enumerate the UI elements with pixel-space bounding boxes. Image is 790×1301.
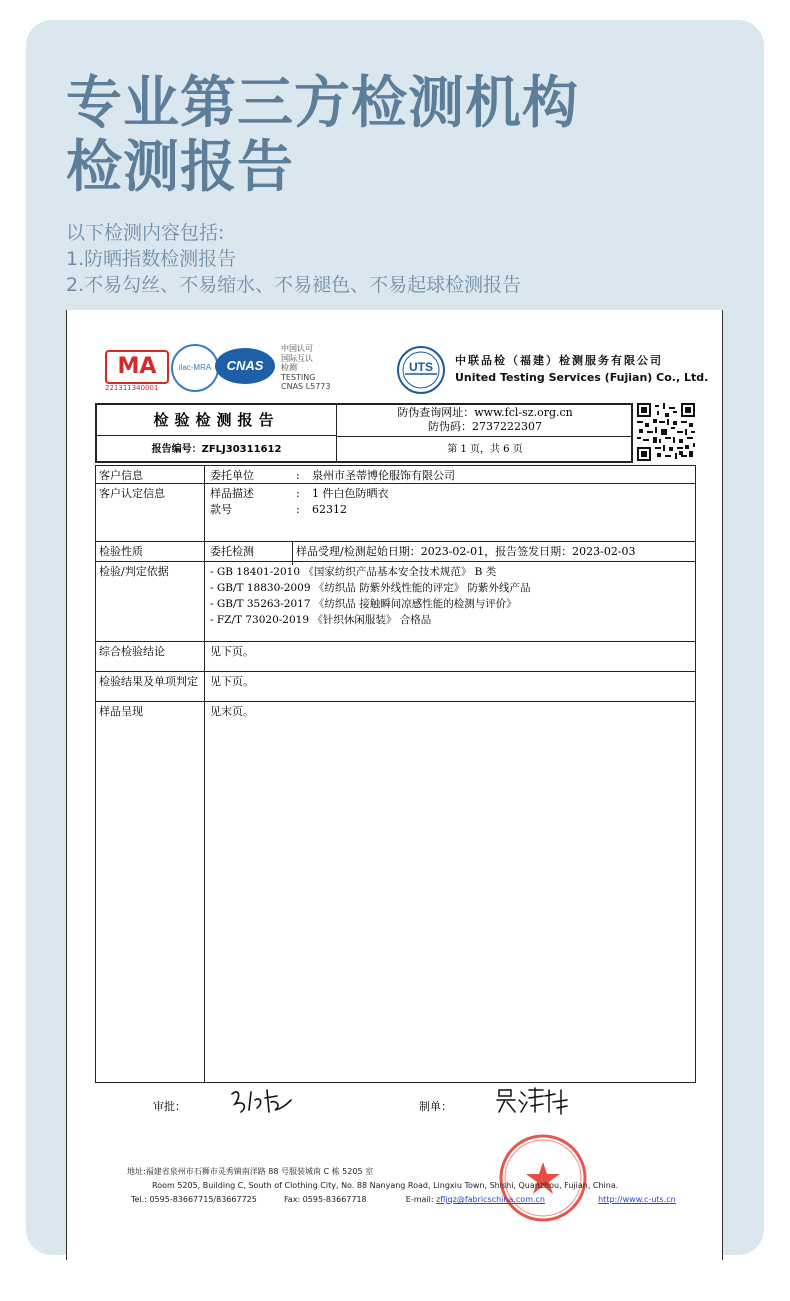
email-label: E-mail: <box>405 1195 434 1204</box>
basis-item: - GB/T 18830-2009 《纺织品 防紫外线性能的评定》 防紫外线产品 <box>210 582 531 594</box>
table-row <box>96 542 695 562</box>
conclusion-label: 综合检验结论 <box>96 642 205 671</box>
lab-name-en: United Testing Services (Fujian) Co., Ltd. <box>455 371 709 384</box>
intro-item-1: 1.防晒指数检测报告 <box>66 248 237 270</box>
nature-label: 检验性质 <box>96 542 205 561</box>
intro-list <box>66 220 521 298</box>
approver-signature <box>227 1082 297 1116</box>
website-link[interactable]: http://www.c-uts.cn <box>598 1195 676 1204</box>
accreditation-logos <box>105 344 375 396</box>
address-cn: 地址:福建省泉州市石狮市灵秀镇南洋路 88 号服装城南 C 栋 5205 室 <box>127 1167 374 1176</box>
footer-address <box>127 1165 676 1207</box>
results-label: 检验结果及单项判定 <box>96 672 205 701</box>
tel: Tel.: 0595-83667715/83667725 <box>131 1195 257 1204</box>
headline-line-1: 专业第三方检测机构 <box>66 71 579 136</box>
conclusion-value: 见下页。 <box>210 645 254 658</box>
qr-code-icon[interactable] <box>637 403 695 461</box>
client-value: 委托单位 : 泉州市圣蒂博伦服饰有限公司 <box>210 469 455 482</box>
table-row <box>96 672 695 702</box>
sample-show-label: 样品呈现 <box>96 702 205 1082</box>
verify-code: 防伪码：2737222307 <box>428 420 542 433</box>
approver-label: 审批： <box>153 1100 186 1113</box>
headline-line-2: 检测报告 <box>66 135 294 200</box>
address-en: Room 5205, Building C, South of Clothing City, No. 88 Nanyang Road, Lingxiu Town, Shishi, Quanzhou, Fujian, China. <box>152 1181 619 1190</box>
table-row <box>96 562 695 642</box>
cnas-logo: CNAS <box>215 348 275 384</box>
verify-info <box>337 405 633 437</box>
basis-list <box>206 562 695 645</box>
maker-signature <box>495 1084 571 1116</box>
table-row <box>96 702 695 1082</box>
svg-text:UTS: UTS <box>409 360 433 374</box>
lab-name-cn: 中联品检（福建）检测服务有限公司 <box>455 354 663 367</box>
page-headline <box>66 72 579 200</box>
basis-item: - FZ/T 73020-2019 《针织休闲服装》 合格品 <box>210 614 432 626</box>
intro-lead: 以下检测内容包括: <box>66 222 225 244</box>
lab-name <box>455 352 708 386</box>
report-number: 报告编号：ZFLJ30311612 <box>97 436 337 463</box>
cnas-caption: 中国认可 国际互认 检测 TESTING CNAS L5773 <box>281 344 331 391</box>
report-table <box>95 465 696 1083</box>
maker-label: 制单： <box>419 1100 452 1113</box>
confirm-value: 样品描述 : 1 件白色防晒衣 款号 : 62312 <box>210 487 389 516</box>
fax: Fax: 0595-83667718 <box>283 1195 367 1204</box>
table-row <box>96 466 695 484</box>
dates: 样品受理/检测起始日期：2023-02-01，报告签发日期：2023-02-03 <box>296 545 636 558</box>
basis-item: - GB/T 35263-2017 《纺织品 接触瞬间凉感性能的检测与评价》 <box>210 598 517 610</box>
client-label: 客户信息 <box>96 466 205 483</box>
table-row <box>96 484 695 542</box>
basis-item: - GB 18401-2010 《国家纺织产品基本安全技术规范》 B 类 <box>210 566 497 578</box>
cma-number: 221311340001 <box>105 384 159 392</box>
email-link[interactable]: zfljqz@fabricschina.com.cn <box>436 1195 545 1204</box>
ilac-mra-logo: ilac-MRA <box>171 344 219 392</box>
uts-logo <box>395 344 447 396</box>
verify-url: 防伪查询网址：www.fcl-sz.org.cn <box>397 406 573 419</box>
report-document <box>66 310 723 1260</box>
nature-value: 委托检测 样品受理/检测起始日期：2023-02-01，报告签发日期：2023-02-03 <box>206 542 695 565</box>
table-row <box>96 642 695 672</box>
basis-label: 检验/判定依据 <box>96 562 205 641</box>
cma-logo: MA <box>105 350 169 384</box>
results-value: 见下页。 <box>210 675 254 688</box>
sample-show-value: 见末页。 <box>210 705 254 718</box>
confirm-label: 客户认定信息 <box>96 484 205 541</box>
report-title: 检验检测报告 <box>97 405 337 436</box>
intro-item-2: 2.不易勾丝、不易缩水、不易褪色、不易起球检测报告 <box>66 274 522 296</box>
page-indicator: 第 1 页，共 6 页 <box>447 444 523 455</box>
report-header <box>95 403 633 463</box>
